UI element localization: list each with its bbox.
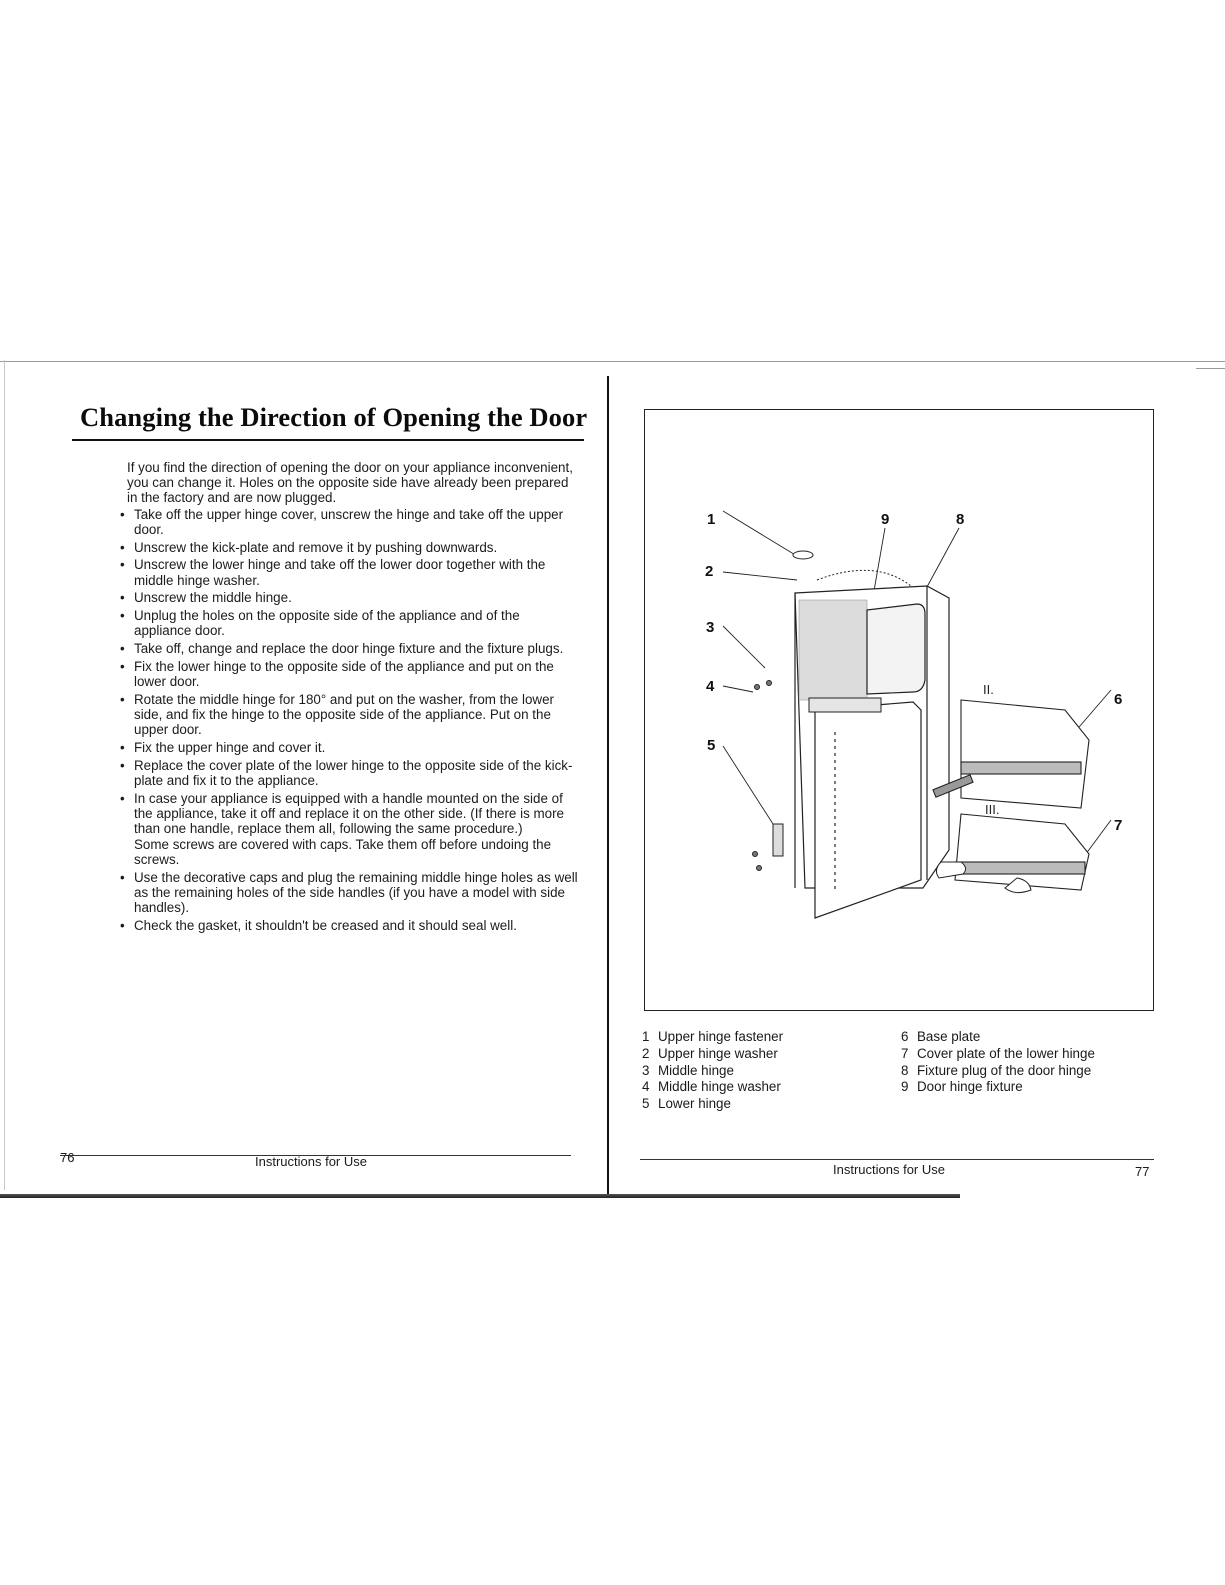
step-text: Unscrew the kick-plate and remove it by pushing downwards. xyxy=(134,539,498,555)
step-item xyxy=(118,758,578,788)
step-note: Some screws are covered with caps. Take them off before undoing the screws. xyxy=(134,836,552,867)
legend-label: Door hinge fixture xyxy=(917,1079,1023,1095)
scan-corner-line xyxy=(1196,368,1225,369)
step-text: Fix the upper hinge and cover it. xyxy=(134,740,326,756)
step-item xyxy=(118,791,578,867)
legend-right xyxy=(901,1029,1095,1096)
step-text: Take off, change and replace the door hinge fixture and the fixture plugs. xyxy=(134,641,564,657)
step-item xyxy=(118,692,578,738)
step-item xyxy=(118,557,578,587)
step-text: Replace the cover plate of the lower hinge to the opposite side of the kick-plate and fix it to the appliance. xyxy=(134,758,573,789)
upper-door xyxy=(867,604,925,694)
step-item xyxy=(118,659,578,689)
callout-1: 1 xyxy=(707,511,716,528)
bullet-icon: • xyxy=(120,692,125,707)
bullet-icon: • xyxy=(120,539,125,555)
page-edge xyxy=(4,360,5,1190)
cover-plate-detail xyxy=(955,814,1089,890)
rotation-arrow xyxy=(817,570,911,586)
screws xyxy=(753,681,772,871)
bullet-icon: • xyxy=(120,557,125,573)
bullet-icon: • xyxy=(120,506,125,522)
callout-2: 2 xyxy=(705,563,714,580)
footer-title-right: Instructions for Use xyxy=(833,1162,945,1177)
callout-4: 4 xyxy=(706,678,715,695)
upper-hinge-fastener xyxy=(793,551,813,559)
footer-rule-right xyxy=(640,1159,1154,1160)
step-text: Unscrew the middle hinge. xyxy=(134,590,292,606)
legend-number: 6 xyxy=(901,1029,909,1044)
bullet-icon: • xyxy=(120,740,125,756)
step-text: Rotate the middle hinge for 180° and put on the washer, from the lower side, and fix the hinge to the opposite side of the appliance. Put on the upper door. xyxy=(134,692,554,738)
callout-9: 9 xyxy=(881,511,890,528)
bullet-icon: • xyxy=(120,758,125,773)
step-text: Check the gasket, it shouldn't be creased and it should seal well. xyxy=(134,917,517,933)
bullet-icon: • xyxy=(120,917,125,933)
instructions-body xyxy=(118,460,578,936)
intro-paragraph: If you find the direction of opening the door on your appliance inconvenient, you can change it. Holes on the opposite side have already been prepared in the factory and are now plugged. xyxy=(127,460,573,506)
step-text: In case your appliance is equipped with a handle mounted on the side of the appliance, take it off and replace it on the other side. (If there is more than one handle, replace them all, following the same procedure.) xyxy=(134,791,564,837)
step-text: Take off the upper hinge cover, unscrew the hinge and take off the upper door. xyxy=(134,506,564,537)
legend-label: Upper hinge washer xyxy=(658,1045,778,1061)
step-item xyxy=(118,641,578,656)
middle-hinge xyxy=(809,698,881,712)
legend-label: Fixture plug of the door hinge xyxy=(917,1062,1092,1078)
book-gutter xyxy=(607,376,609,1198)
step-item xyxy=(118,740,578,755)
legend-number: 7 xyxy=(901,1045,909,1061)
legend-number: 3 xyxy=(642,1062,650,1078)
legend-label: Cover plate of the lower hinge xyxy=(917,1045,1095,1061)
legend-number: 8 xyxy=(901,1062,909,1078)
step-text: Unplug the holes on the opposite side of the appliance and of the appliance door. xyxy=(134,608,520,639)
step-item xyxy=(118,608,578,638)
callout-7: 7 xyxy=(1114,817,1123,834)
legend-item xyxy=(642,1063,783,1080)
lower-hinge xyxy=(773,824,783,856)
scan-top-line xyxy=(0,361,1225,362)
bullet-icon: • xyxy=(120,869,125,885)
legend-item xyxy=(642,1029,783,1046)
bullet-icon: • xyxy=(120,641,125,657)
step-text: Unscrew the lower hinge and take off the lower door together with the middle hinge washer. xyxy=(134,557,546,588)
footer-title-left: Instructions for Use xyxy=(255,1154,367,1169)
page-title: Changing the Direction of Opening the Door xyxy=(80,402,588,432)
refrigerator-hinge-diagram xyxy=(645,410,1153,1010)
legend-item xyxy=(642,1046,783,1063)
step-item xyxy=(118,870,578,916)
callout-3: 3 xyxy=(706,619,715,636)
page-number-left: 76 xyxy=(60,1150,75,1165)
legend-item xyxy=(901,1046,1095,1063)
figure-frame xyxy=(644,409,1154,1011)
freezer-interior xyxy=(799,600,867,700)
legend-left xyxy=(642,1029,783,1113)
title-underline xyxy=(72,439,584,441)
step-text: Use the decorative caps and plug the remaining middle hinge holes as well as the remaining holes of the side handles (if you have a model with side handles). xyxy=(134,869,578,916)
base-plate-detail xyxy=(961,700,1089,808)
legend-number: 9 xyxy=(901,1079,909,1095)
detail-mark-iii: III. xyxy=(985,802,1000,817)
legend-label: Lower hinge xyxy=(658,1096,731,1112)
steps-list xyxy=(118,507,578,933)
step-item xyxy=(118,507,578,537)
legend-number: 4 xyxy=(642,1079,650,1095)
detail-mark-ii: II. xyxy=(983,682,994,697)
callout-8: 8 xyxy=(956,511,965,528)
step-item xyxy=(118,540,578,555)
legend-item xyxy=(901,1079,1095,1096)
legend-item xyxy=(642,1079,783,1096)
legend-item xyxy=(901,1029,1095,1046)
legend-label: Middle hinge xyxy=(658,1062,734,1078)
bullet-icon: • xyxy=(120,659,125,674)
callout-6: 6 xyxy=(1114,691,1123,708)
step-item xyxy=(118,918,578,933)
lower-door xyxy=(815,702,921,918)
bullet-icon: • xyxy=(120,791,125,806)
legend-item xyxy=(642,1096,783,1113)
legend-number: 5 xyxy=(642,1096,650,1112)
legend-number: 2 xyxy=(642,1045,650,1061)
step-item xyxy=(118,590,578,605)
legend-item xyxy=(901,1063,1095,1080)
page-number-right: 77 xyxy=(1135,1164,1150,1179)
step-text: Fix the lower hinge to the opposite side of the appliance and put on the lower door. xyxy=(134,659,554,690)
bullet-icon: • xyxy=(120,590,125,606)
bullet-icon: • xyxy=(120,608,125,624)
legend-number: 1 xyxy=(642,1029,650,1044)
legend-label: Base plate xyxy=(917,1029,981,1044)
legend-label: Middle hinge washer xyxy=(658,1079,781,1095)
legend-label: Upper hinge fastener xyxy=(658,1029,784,1044)
scan-bottom-band xyxy=(0,1194,960,1198)
callout-5: 5 xyxy=(707,737,716,754)
